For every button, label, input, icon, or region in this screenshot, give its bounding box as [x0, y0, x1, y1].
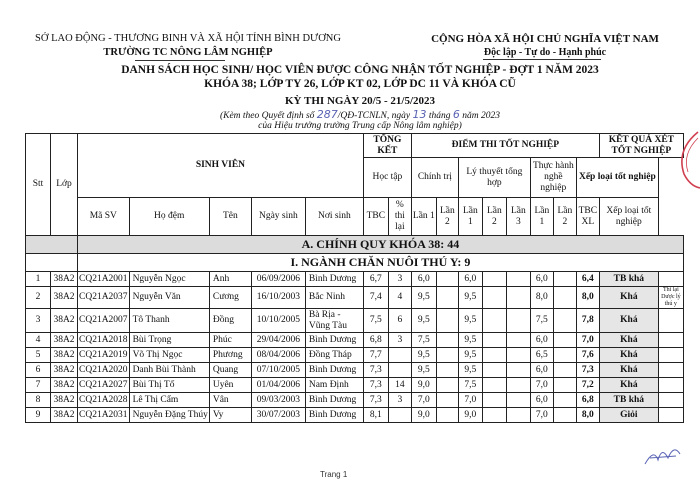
cell-gc — [658, 309, 683, 333]
cell-lt2 — [482, 393, 506, 408]
cell-th2 — [553, 393, 576, 408]
cell-xl: Khá — [599, 309, 658, 333]
cell-lt1: 9,5 — [458, 333, 482, 348]
graduates-table — [25, 133, 684, 423]
motto: Độc lập - Tự do - Hạnh phúc — [483, 47, 607, 58]
cell-ten: Uyên — [209, 378, 251, 393]
cell-ma: CQ21A2020 — [78, 363, 130, 378]
cell-lt3 — [506, 363, 530, 378]
cell-noi: Bình Dương — [305, 408, 363, 423]
cell-xl: Khá — [599, 287, 658, 309]
col-ten: Tên — [209, 198, 251, 236]
cell-tbc: 8,1 — [363, 408, 388, 423]
cell-ns: 07/10/2005 — [251, 363, 305, 378]
cell-xl: TB khá — [599, 272, 658, 287]
cell-th1: 6,0 — [530, 333, 553, 348]
cell-th1: 7,5 — [530, 309, 553, 333]
cell-xl: Khá — [599, 378, 658, 393]
cell-lt2 — [482, 408, 506, 423]
cell-stt: 4 — [26, 333, 51, 348]
cell-noi: Bình Dương — [305, 272, 363, 287]
col-ct-lan2: Lần 2 — [436, 198, 458, 236]
cell-lop: 38A2 — [51, 272, 78, 287]
table-row — [26, 378, 684, 393]
cell-th2 — [553, 408, 576, 423]
table-row — [26, 309, 684, 333]
decision-number: 287 — [316, 108, 338, 121]
cell-lop: 38A2 — [51, 363, 78, 378]
cell-th2 — [553, 287, 576, 309]
cell-tbc: 7,5 — [363, 309, 388, 333]
cell-ct1: 7,0 — [411, 393, 436, 408]
cell-tbc: 6,8 — [363, 333, 388, 348]
cell-lop: 38A2 — [51, 333, 78, 348]
table-row — [26, 408, 684, 423]
cell-gc — [658, 333, 683, 348]
cell-lt1: 7,0 — [458, 393, 482, 408]
cell-noi: Đồng Tháp — [305, 348, 363, 363]
cell-stt: 2 — [26, 287, 51, 309]
cell-tbc: 7,3 — [363, 378, 388, 393]
col-hoc-tap: Học tập — [363, 158, 411, 198]
cell-tbc: 7,3 — [363, 363, 388, 378]
cell-lt3 — [506, 272, 530, 287]
cell-lt3 — [506, 333, 530, 348]
cell-gc — [658, 363, 683, 378]
signature — [640, 440, 690, 470]
cell-ho: Nguyễn Đặng Thúy — [129, 408, 209, 423]
cell-ns: 06/09/2006 — [251, 272, 305, 287]
cell-gc — [658, 348, 683, 363]
cell-lt3 — [506, 378, 530, 393]
cell-lt2 — [482, 287, 506, 309]
cell-ho: Bùi Trọng — [129, 333, 209, 348]
col-tong-ket: TỔNG KẾT — [363, 134, 411, 158]
cell-pct — [388, 363, 411, 378]
cell-pct: 3 — [388, 393, 411, 408]
cell-lt3 — [506, 408, 530, 423]
col-lop: Lớp — [51, 134, 78, 236]
table-row — [26, 287, 684, 309]
cell-ho: Nguyễn Ngọc — [129, 272, 209, 287]
cell-ten: Đồng — [209, 309, 251, 333]
cell-th1: 6,0 — [530, 393, 553, 408]
cell-ten: Vân — [209, 393, 251, 408]
cell-ten: Anh — [209, 272, 251, 287]
exam-date: KỲ THI NGÀY 20/5 - 21/5/2023 — [284, 95, 436, 107]
cell-pct: 14 — [388, 378, 411, 393]
col-ct-lan1: Lần 1 — [411, 198, 436, 236]
col-stt: Stt — [26, 134, 51, 236]
cell-lt1: 9,5 — [458, 287, 482, 309]
cell-lt3 — [506, 287, 530, 309]
section-i: I. NGÀNH CHĂN NUÔI THÚ Y: 9 — [78, 254, 684, 272]
cell-lt3 — [506, 348, 530, 363]
country-name: CỘNG HÒA XÃ HỘI CHỦ NGHĨA VIỆT NAM — [431, 33, 659, 45]
school-seal — [668, 130, 700, 190]
cell-ten: Phúc — [209, 333, 251, 348]
cell-xl-tbc: 8,0 — [576, 287, 599, 309]
cell-ho: Tô Thanh — [129, 309, 209, 333]
header-divider-left — [135, 60, 225, 61]
cell-ho: Nguyễn Văn — [129, 287, 209, 309]
col-ho-dem: Họ đệm — [129, 198, 209, 236]
cell-gc — [658, 272, 683, 287]
col-ly-thuyet: Lý thuyết tổng hợp — [458, 158, 530, 198]
cell-lt1: 9,5 — [458, 363, 482, 378]
cell-lop: 38A2 — [51, 309, 78, 333]
cell-th1: 6,5 — [530, 348, 553, 363]
cell-noi: Bắc Ninh — [305, 287, 363, 309]
cell-ns: 30/07/2003 — [251, 408, 305, 423]
cell-th2 — [553, 348, 576, 363]
cell-gc — [658, 408, 683, 423]
cell-th1: 7,0 — [530, 408, 553, 423]
cell-ct2 — [436, 309, 458, 333]
cell-gc: Thi lại Dược lý thú y — [658, 287, 683, 309]
cell-lt2 — [482, 309, 506, 333]
cell-xl-tbc: 7,2 — [576, 378, 599, 393]
cell-lt2 — [482, 272, 506, 287]
col-tbc-xl: TBC XL — [576, 198, 599, 236]
cell-ct2 — [436, 333, 458, 348]
cell-noi: Bình Dương — [305, 363, 363, 378]
cell-th1: 8,0 — [530, 287, 553, 309]
doc-title-1: DANH SÁCH HỌC SINH/ HỌC VIÊN ĐƯỢC CÔNG NHẬN TỐT NGHIỆP - ĐỢT 1 NĂM 2023 — [121, 64, 599, 76]
cell-lop: 38A2 — [51, 287, 78, 309]
cell-tbc: 7,7 — [363, 348, 388, 363]
cell-ma: CQ21A2007 — [78, 309, 130, 333]
cell-th1: 6,0 — [530, 363, 553, 378]
cell-th1: 7,0 — [530, 378, 553, 393]
cell-lt1: 9,5 — [458, 348, 482, 363]
note-year: năm 2023 — [462, 111, 501, 121]
decision-note — [60, 108, 660, 121]
table-row — [26, 348, 684, 363]
cell-xl: Khá — [599, 363, 658, 378]
cell-xl-tbc: 7,6 — [576, 348, 599, 363]
col-lt-lan3: Lần 3 — [506, 198, 530, 236]
cell-ho: Võ Thị Ngọc — [129, 348, 209, 363]
cell-pct — [388, 408, 411, 423]
table-row — [26, 333, 684, 348]
cell-xl-tbc: 6,4 — [576, 272, 599, 287]
cell-th1: 6,0 — [530, 272, 553, 287]
cell-ten: Quang — [209, 363, 251, 378]
cell-noi: Nam Định — [305, 378, 363, 393]
cell-ten: Phương — [209, 348, 251, 363]
org-line-1: SỞ LAO ĐỘNG - THƯƠNG BINH VÀ XÃ HỘI TỈNH BÌNH DƯƠNG — [35, 33, 341, 44]
table-row — [26, 272, 684, 287]
cell-lt1: 7,5 — [458, 378, 482, 393]
cell-lt2 — [482, 333, 506, 348]
cell-ct1: 6,0 — [411, 272, 436, 287]
cell-lt3 — [506, 393, 530, 408]
cell-gc — [658, 393, 683, 408]
cell-xl: Khá — [599, 333, 658, 348]
student-rows — [26, 272, 684, 423]
cell-lt1: 9,5 — [458, 309, 482, 333]
cell-lop: 38A2 — [51, 378, 78, 393]
cell-ma: CQ21A2019 — [78, 348, 130, 363]
cell-ns: 01/04/2006 — [251, 378, 305, 393]
cell-ma: CQ21A2028 — [78, 393, 130, 408]
cell-ct1: 9,0 — [411, 408, 436, 423]
cell-ct2 — [436, 378, 458, 393]
col-lt-lan2: Lần 2 — [482, 198, 506, 236]
col-th-lan1: Lần 1 — [530, 198, 553, 236]
cell-stt: 6 — [26, 363, 51, 378]
cell-pct: 4 — [388, 287, 411, 309]
decision-day: 13 — [412, 108, 427, 121]
cell-xl-tbc: 7,3 — [576, 363, 599, 378]
col-xep-loai: Xếp loại tốt nghiệp — [599, 198, 658, 236]
col-diem-thi: ĐIỂM THI TỐT NGHIỆP — [411, 134, 599, 158]
cell-ho: Lê Thị Cẩm — [129, 393, 209, 408]
cell-th2 — [553, 363, 576, 378]
cell-lop: 38A2 — [51, 393, 78, 408]
col-chinh-tri: Chính trị — [411, 158, 458, 198]
cell-xl-tbc: 7,8 — [576, 309, 599, 333]
col-xep-loai-tn: Xếp loại tốt nghiệp — [576, 158, 658, 198]
cell-xl-tbc: 6,8 — [576, 393, 599, 408]
cell-ma: CQ21A2001 — [78, 272, 130, 287]
col-ket-qua: KẾT QUẢ XÉT TỐT NGHIỆP — [599, 134, 683, 158]
cell-ct1: 7,5 — [411, 333, 436, 348]
cell-lop: 38A2 — [51, 348, 78, 363]
cell-ns: 16/10/2003 — [251, 287, 305, 309]
cell-lt2 — [482, 378, 506, 393]
cell-ma: CQ21A2027 — [78, 378, 130, 393]
cell-ten: Vy — [209, 408, 251, 423]
cell-tbc: 7,4 — [363, 287, 388, 309]
cell-ns: 08/04/2006 — [251, 348, 305, 363]
cell-ct2 — [436, 348, 458, 363]
cell-xl-tbc: 7,0 — [576, 333, 599, 348]
cell-noi: Bình Dương — [305, 333, 363, 348]
cell-th2 — [553, 378, 576, 393]
cell-ns: 29/04/2006 — [251, 333, 305, 348]
cell-ma: CQ21A2037 — [78, 287, 130, 309]
cell-th2 — [553, 309, 576, 333]
section-i-row — [26, 254, 684, 272]
cell-th2 — [553, 272, 576, 287]
cell-lop: 38A2 — [51, 408, 78, 423]
note-mid: /QĐ-TCNLN, ngày — [337, 111, 411, 121]
page-number: Trang 1 — [320, 470, 348, 479]
cell-pct: 3 — [388, 333, 411, 348]
col-th-lan2: Lần 2 — [553, 198, 576, 236]
col-sinh-vien: SINH VIÊN — [78, 134, 364, 198]
cell-xl: Khá — [599, 348, 658, 363]
cell-noi: Bà Rịa - Vũng Tàu — [305, 309, 363, 333]
cell-stt: 8 — [26, 393, 51, 408]
cell-noi: Bình Dương — [305, 393, 363, 408]
decision-note-2: của Hiệu trưởng trường Trung cấp Nông lâm nghiệp) — [258, 121, 462, 131]
cell-ma: CQ21A2018 — [78, 333, 130, 348]
cell-ct2 — [436, 363, 458, 378]
col-noi-sinh: Nơi sinh — [305, 198, 363, 236]
decision-month: 6 — [452, 108, 460, 121]
cell-lt2 — [482, 348, 506, 363]
table-row — [26, 363, 684, 378]
col-ma-sv: Mã SV — [78, 198, 130, 236]
cell-ma: CQ21A2031 — [78, 408, 130, 423]
cell-stt: 1 — [26, 272, 51, 287]
cell-stt: 5 — [26, 348, 51, 363]
cell-tbc: 7,3 — [363, 393, 388, 408]
cell-ct1: 9,5 — [411, 363, 436, 378]
cell-lt3 — [506, 309, 530, 333]
cell-th2 — [553, 333, 576, 348]
col-pct-thi-lai: % thi lại — [388, 198, 411, 236]
cell-ct1: 9,5 — [411, 287, 436, 309]
cell-gc — [658, 378, 683, 393]
col-tbc: TBC — [363, 198, 388, 236]
col-thuc-hanh: Thực hành nghề nghiệp — [530, 158, 576, 198]
cell-ho: Bùi Thị Tố — [129, 378, 209, 393]
cell-ns: 10/10/2005 — [251, 309, 305, 333]
cell-tbc: 6,7 — [363, 272, 388, 287]
table-row — [26, 393, 684, 408]
cell-pct: 6 — [388, 309, 411, 333]
cell-ho: Danh Bùi Thành — [129, 363, 209, 378]
section-a: A. CHÍNH QUY KHÓA 38: 44 — [78, 236, 684, 254]
cell-lt1: 6,0 — [458, 272, 482, 287]
cell-ct1: 9,5 — [411, 348, 436, 363]
col-ngay-sinh: Ngày sinh — [251, 198, 305, 236]
cell-ct2 — [436, 272, 458, 287]
cell-pct: 3 — [388, 272, 411, 287]
cell-ten: Cương — [209, 287, 251, 309]
cell-ct1: 9,0 — [411, 378, 436, 393]
cell-stt: 3 — [26, 309, 51, 333]
cell-xl: Giỏi — [599, 408, 658, 423]
cell-pct — [388, 348, 411, 363]
cell-xl-tbc: 8,0 — [576, 408, 599, 423]
school-name: TRƯỜNG TC NÔNG LÂM NGHIỆP — [103, 47, 273, 58]
col-lt-lan1: Lần 1 — [458, 198, 482, 236]
note-prefix: (Kèm theo Quyết định số — [219, 111, 315, 121]
header-divider-right — [483, 59, 601, 60]
cell-ct2 — [436, 393, 458, 408]
section-a-row — [26, 236, 684, 254]
cell-ct1: 9,5 — [411, 309, 436, 333]
cell-lt2 — [482, 363, 506, 378]
cell-lt1: 9,0 — [458, 408, 482, 423]
doc-title-2: KHÓA 38; LỚP TY 26, LỚP KT 02, LỚP DC 11 VÀ KHÓA CŨ — [204, 78, 516, 90]
note-month-label: tháng — [428, 111, 451, 121]
cell-stt: 9 — [26, 408, 51, 423]
cell-ct2 — [436, 287, 458, 309]
cell-ct2 — [436, 408, 458, 423]
cell-ns: 09/03/2003 — [251, 393, 305, 408]
cell-xl: TB khá — [599, 393, 658, 408]
cell-stt: 7 — [26, 378, 51, 393]
